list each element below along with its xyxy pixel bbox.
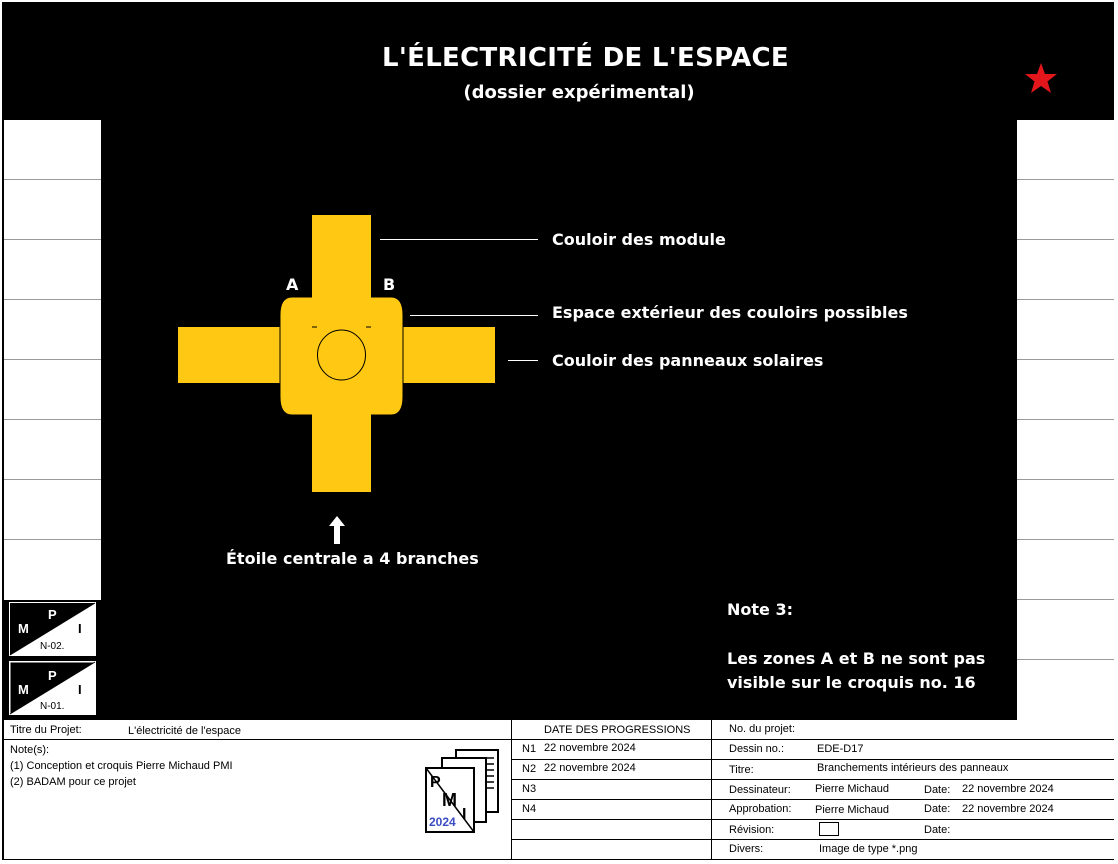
title-block-rule <box>511 779 1114 780</box>
right-margin-cell <box>1017 660 1114 720</box>
left-margin-cell <box>4 120 101 180</box>
cross-diagram <box>170 205 510 505</box>
zone-a-shape <box>280 297 312 415</box>
progress-header: DATE DES PROGRESSIONS <box>544 724 691 736</box>
left-margin-cell <box>4 540 101 600</box>
right-margin-cell <box>1017 300 1114 360</box>
callout-solar: Couloir des panneaux solaires <box>552 351 824 370</box>
revision-label: Révision: <box>729 824 775 836</box>
drawing-title-value: Branchements intérieurs des panneaux <box>817 762 1009 774</box>
drawing-no-value: EDE-D17 <box>817 743 864 755</box>
progress-n2-label: N2 <box>522 763 537 775</box>
drawing-title-label: Titre: <box>729 764 754 776</box>
drafter-date-value: 22 novembre 2024 <box>962 783 1054 795</box>
callout-line-module <box>380 239 538 240</box>
callout-line-solar <box>508 360 538 361</box>
left-margin-cell <box>4 300 101 360</box>
star-cross-shape <box>170 205 510 505</box>
arrow-caption: Étoile centrale a 4 branches <box>226 549 479 568</box>
right-margin-cell <box>1017 540 1114 600</box>
approval-value: Pierre Michaud <box>815 804 889 816</box>
notes-label: Note(s): <box>10 744 50 756</box>
mpi-badge <box>8 660 97 716</box>
right-margin-cell <box>1017 120 1114 180</box>
star-icon <box>1024 62 1058 94</box>
right-margin-column <box>1017 120 1114 720</box>
badge-letter-p: P <box>48 607 57 622</box>
title-block <box>4 720 1114 859</box>
progress-n3-label: N3 <box>522 783 537 795</box>
right-margin-cell <box>1017 240 1114 300</box>
progress-n1-date: 22 novembre 2024 <box>544 742 636 754</box>
callout-module: Couloir des module <box>552 230 726 249</box>
title-block-rule <box>511 759 1114 760</box>
badge-letter-i: I <box>78 682 82 697</box>
drafter-date-label: Date: <box>924 784 951 796</box>
mpi-badge <box>8 601 97 657</box>
misc-label: Divers: <box>729 843 764 855</box>
approval-date-value: 22 novembre 2024 <box>962 803 1054 815</box>
up-arrow-icon <box>329 516 345 544</box>
left-margin-column <box>4 120 101 600</box>
approval-label: Approbation: <box>729 803 792 815</box>
zone-a-label: A <box>286 275 299 294</box>
solar-panel-corridor <box>178 327 495 383</box>
badge-letter-m: M <box>18 682 29 697</box>
right-margin-cell <box>1017 420 1114 480</box>
note-line-1: Les zones A et B ne sont pas <box>727 649 986 668</box>
title-block-rule <box>511 819 1114 820</box>
drafter-value: Pierre Michaud <box>815 783 889 795</box>
left-margin-cell <box>4 240 101 300</box>
zone-b-label: B <box>383 275 396 294</box>
zone-b-shape <box>371 297 403 415</box>
pmi-document-logo <box>418 744 508 834</box>
left-margin-cell <box>4 360 101 420</box>
logo-letter-p: P <box>430 774 441 791</box>
approval-date-label: Date: <box>924 803 951 815</box>
left-margin-cell <box>4 180 101 240</box>
drafter-label: Dessinateur: <box>729 784 791 796</box>
right-margin-cell <box>1017 180 1114 240</box>
right-margin-cell <box>1017 360 1114 420</box>
left-margin-cell <box>4 420 101 480</box>
note-1: (1) Conception et croquis Pierre Michaud PMI <box>10 760 233 772</box>
right-margin-cell <box>1017 480 1114 540</box>
badge-letter-m: M <box>18 621 29 636</box>
badge-letter-i: I <box>78 621 82 636</box>
note-2: (2) BADAM pour ce projet <box>10 776 136 788</box>
project-title-label: Titre du Projet: <box>10 724 82 736</box>
badge-code: N-02. <box>40 641 65 652</box>
drawing-no-label: Dessin no.: <box>729 743 785 755</box>
project-title-value: L'électricité de l'espace <box>128 725 242 737</box>
logo-letter-m: M <box>442 790 457 810</box>
badge-code: N-01. <box>40 701 65 712</box>
note-title: Note 3: <box>727 600 793 619</box>
revision-checkbox[interactable] <box>819 822 839 836</box>
callout-exterior: Espace extérieur des couloirs possibles <box>552 303 908 322</box>
title-block-rule <box>511 739 1114 740</box>
page-subtitle: (dossier expérimental) <box>463 82 695 103</box>
title-block-rule <box>511 839 1114 840</box>
misc-value: Image de type *.png <box>819 843 918 855</box>
left-margin-cell <box>4 480 101 540</box>
right-margin-cell <box>1017 600 1114 660</box>
project-no-label: No. du projet: <box>729 723 796 735</box>
note-line-2: visible sur le croquis no. 16 <box>727 673 976 692</box>
progress-n1-label: N1 <box>522 743 537 755</box>
logo-year: 2024 <box>429 815 456 829</box>
badge-letter-p: P <box>48 668 57 683</box>
progress-n2-date: 22 novembre 2024 <box>544 762 636 774</box>
progress-n4-label: N4 <box>522 803 537 815</box>
title-block-rule <box>4 739 511 740</box>
callout-line-exterior <box>410 315 538 316</box>
title-block-rule <box>511 799 1114 800</box>
revision-date-label: Date: <box>924 824 951 836</box>
logo-letter-i: I <box>462 806 467 823</box>
page-title: L'ÉLECTRICITÉ DE L'ESPACE <box>382 43 789 73</box>
